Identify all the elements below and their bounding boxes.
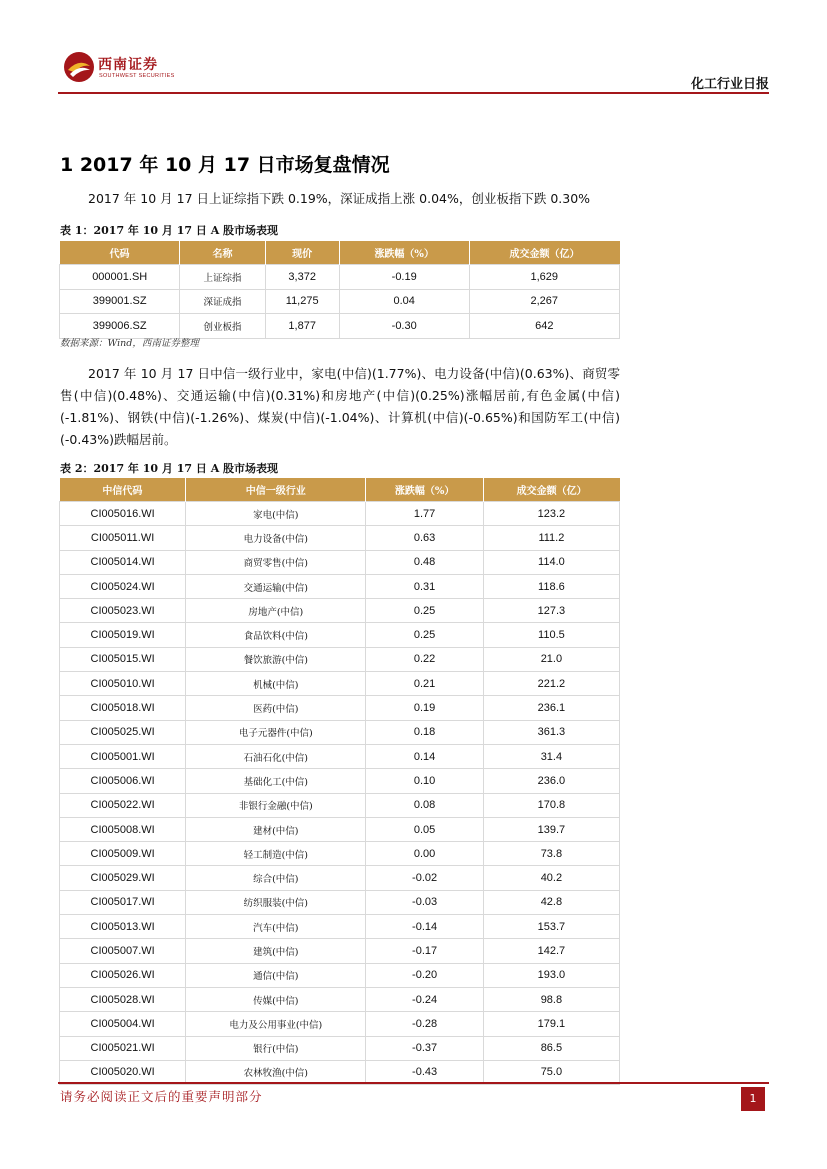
table-cell: -0.37 <box>366 1036 483 1060</box>
table-cell: CI005015.WI <box>60 647 186 671</box>
table-cell: CI005016.WI <box>60 502 186 526</box>
table-cell: 家电(中信) <box>186 502 366 526</box>
table-cell: -0.19 <box>339 265 469 290</box>
col-header-change: 涨跌幅（%） <box>339 241 469 265</box>
col-header-price: 现价 <box>265 241 339 265</box>
table-row <box>60 866 620 890</box>
table-cell: 1.77 <box>366 502 483 526</box>
table-row <box>60 647 620 671</box>
table-row <box>60 915 620 939</box>
table-cell: 193.0 <box>483 963 619 987</box>
table-cell: CI005025.WI <box>60 720 186 744</box>
footer-divider <box>58 1082 769 1084</box>
table-cell: -0.30 <box>339 314 469 339</box>
table-cell: 399006.SZ <box>60 314 180 339</box>
col-header-citic-code: 中信代码 <box>60 478 186 502</box>
logo-emblem-icon <box>62 50 96 84</box>
table-row <box>60 289 620 314</box>
table-cell: 3,372 <box>265 265 339 290</box>
table-cell: 0.31 <box>366 574 483 598</box>
table-cell: CI005021.WI <box>60 1036 186 1060</box>
table-row <box>60 623 620 647</box>
table-cell: 电力及公用事业(中信) <box>186 1012 366 1036</box>
table-cell: 361.3 <box>483 720 619 744</box>
table-cell: -0.20 <box>366 963 483 987</box>
table-cell: 153.7 <box>483 915 619 939</box>
col-header-turnover: 成交金额（亿） <box>483 478 619 502</box>
table-cell: 综合(中信) <box>186 866 366 890</box>
table-cell: 0.19 <box>366 696 483 720</box>
table-cell: 传媒(中信) <box>186 987 366 1011</box>
table-cell: -0.03 <box>366 890 483 914</box>
table-cell: 电力设备(中信) <box>186 526 366 550</box>
table-cell: 642 <box>469 314 619 339</box>
table-cell: 399001.SZ <box>60 289 180 314</box>
table-cell: 基础化工(中信) <box>186 769 366 793</box>
table-cell: CI005009.WI <box>60 842 186 866</box>
table-cell: 0.08 <box>366 793 483 817</box>
table-row <box>60 1060 620 1084</box>
table-row <box>60 817 620 841</box>
table-row <box>60 987 620 1011</box>
industry-summary-paragraph: 2017 年 10 月 17 日中信一级行业中，家电(中信)(1.77%)、电力设备(中信)(0.63%)、商贸零售(中信)(0.48%)、交通运输(中信)(0.31%)和房地产(中信)(0.25%)涨幅居前,有色金属(中信)(-1.81%)、钢铁(中信)(-1.26%)、煤炭(中信)(-1.04%)、计算机(中信)(-0.65%)和国防军工(中信)(-0.43%)跌幅居前。 <box>60 366 620 447</box>
table-cell: CI005022.WI <box>60 793 186 817</box>
table-cell: 0.14 <box>366 744 483 768</box>
table-cell: CI005017.WI <box>60 890 186 914</box>
table-cell: 建筑(中信) <box>186 939 366 963</box>
table-cell: CI005023.WI <box>60 599 186 623</box>
logo-name-cn: 西南证券 <box>98 57 158 73</box>
table-cell: 11,275 <box>265 289 339 314</box>
table-cell: 0.10 <box>366 769 483 793</box>
table-cell: 42.8 <box>483 890 619 914</box>
col-header-turnover: 成交金额（亿） <box>469 241 619 265</box>
table-row <box>60 720 620 744</box>
table-cell: CI005024.WI <box>60 574 186 598</box>
table-cell: 123.2 <box>483 502 619 526</box>
table-cell: CI005020.WI <box>60 1060 186 1084</box>
table-cell: 食品饮料(中信) <box>186 623 366 647</box>
table-cell: -0.24 <box>366 987 483 1011</box>
table-cell: 0.04 <box>339 289 469 314</box>
table-cell: 0.48 <box>366 550 483 574</box>
logo-name-en: SOUTHWEST SECURITIES <box>99 73 175 79</box>
table-cell: 0.00 <box>366 842 483 866</box>
table-cell: 1,629 <box>469 265 619 290</box>
table-cell: 石油石化(中信) <box>186 744 366 768</box>
table-cell: 交通运输(中信) <box>186 574 366 598</box>
table-cell: CI005006.WI <box>60 769 186 793</box>
table-cell: CI005014.WI <box>60 550 186 574</box>
table-cell: 1,877 <box>265 314 339 339</box>
table-row <box>60 793 620 817</box>
table-row <box>60 963 620 987</box>
table-cell: CI005001.WI <box>60 744 186 768</box>
table-header-row <box>60 241 620 265</box>
section-title: 1 2017 年 10 月 17 日市场复盘情况 <box>60 154 390 176</box>
table-cell: 农林牧渔(中信) <box>186 1060 366 1084</box>
table-cell: 房地产(中信) <box>186 599 366 623</box>
col-header-industry: 中信一级行业 <box>186 478 366 502</box>
table-cell: CI005008.WI <box>60 817 186 841</box>
page-number: 1 <box>741 1087 765 1111</box>
table-cell: 75.0 <box>483 1060 619 1084</box>
table-row <box>60 672 620 696</box>
table-cell: -0.14 <box>366 915 483 939</box>
table-cell: 0.21 <box>366 672 483 696</box>
table-cell: CI005019.WI <box>60 623 186 647</box>
table-cell: 纺织服装(中信) <box>186 890 366 914</box>
table-cell: CI005028.WI <box>60 987 186 1011</box>
table-cell: 上证综指 <box>180 265 265 290</box>
table-cell: CI005004.WI <box>60 1012 186 1036</box>
table-row <box>60 265 620 290</box>
table-cell: CI005029.WI <box>60 866 186 890</box>
table1-caption: 表 1：2017 年 10 月 17 日 A 股市场表现 <box>60 224 279 237</box>
col-header-name: 名称 <box>180 241 265 265</box>
footer-disclaimer: 请务必阅读正文后的重要声明部分 <box>60 1089 263 1104</box>
table-cell: -0.28 <box>366 1012 483 1036</box>
table-cell: 商贸零售(中信) <box>186 550 366 574</box>
table-cell: 通信(中信) <box>186 963 366 987</box>
table-row <box>60 526 620 550</box>
table-cell: 2,267 <box>469 289 619 314</box>
table-cell: CI005013.WI <box>60 915 186 939</box>
table-cell: 非银行金融(中信) <box>186 793 366 817</box>
table-cell: CI005018.WI <box>60 696 186 720</box>
table-cell: 118.6 <box>483 574 619 598</box>
index-performance-table <box>59 241 620 339</box>
table-cell: 机械(中信) <box>186 672 366 696</box>
table2-caption: 表 2：2017 年 10 月 17 日 A 股市场表现 <box>60 462 279 475</box>
table-cell: 114.0 <box>483 550 619 574</box>
market-summary-paragraph: 2017 年 10 月 17 日上证综指下跌 0.19%，深证成指上涨 0.04%，创业板指下跌 0.30% <box>88 191 591 206</box>
table-cell: CI005010.WI <box>60 672 186 696</box>
table-cell: 0.63 <box>366 526 483 550</box>
table-cell: 111.2 <box>483 526 619 550</box>
table-cell: -0.43 <box>366 1060 483 1084</box>
table-cell: 31.4 <box>483 744 619 768</box>
table-cell: CI005007.WI <box>60 939 186 963</box>
table-cell: 21.0 <box>483 647 619 671</box>
table-row <box>60 890 620 914</box>
table-cell: -0.17 <box>366 939 483 963</box>
data-source-note: 数据来源：Wind，西南证券整理 <box>60 338 199 349</box>
table-cell: CI005026.WI <box>60 963 186 987</box>
header-divider <box>58 92 769 94</box>
table-cell: 000001.SH <box>60 265 180 290</box>
table-cell: 0.25 <box>366 599 483 623</box>
table-cell: 电子元器件(中信) <box>186 720 366 744</box>
table-cell: 179.1 <box>483 1012 619 1036</box>
table-cell: 0.05 <box>366 817 483 841</box>
table-cell: 创业板指 <box>180 314 265 339</box>
table-cell: 汽车(中信) <box>186 915 366 939</box>
table-row <box>60 744 620 768</box>
table-cell: 98.8 <box>483 987 619 1011</box>
table-row <box>60 939 620 963</box>
table-cell: 139.7 <box>483 817 619 841</box>
table-row <box>60 842 620 866</box>
table-cell: 医药(中信) <box>186 696 366 720</box>
table-cell: 142.7 <box>483 939 619 963</box>
table-cell: 建材(中信) <box>186 817 366 841</box>
table-cell: 40.2 <box>483 866 619 890</box>
table-cell: CI005011.WI <box>60 526 186 550</box>
table-row <box>60 502 620 526</box>
table-cell: 餐饮旅游(中信) <box>186 647 366 671</box>
table-cell: 110.5 <box>483 623 619 647</box>
table-header-row <box>60 478 620 502</box>
table-row <box>60 574 620 598</box>
table-row <box>60 1036 620 1060</box>
col-header-code: 代码 <box>60 241 180 265</box>
table-cell: 0.25 <box>366 623 483 647</box>
table-cell: 236.0 <box>483 769 619 793</box>
table-cell: 轻工制造(中信) <box>186 842 366 866</box>
table-cell: 73.8 <box>483 842 619 866</box>
industry-performance-table <box>59 478 620 1085</box>
table-cell: 86.5 <box>483 1036 619 1060</box>
table-cell: 221.2 <box>483 672 619 696</box>
table-cell: -0.02 <box>366 866 483 890</box>
table-row <box>60 599 620 623</box>
table-cell: 0.18 <box>366 720 483 744</box>
col-header-change: 涨跌幅（%） <box>366 478 483 502</box>
table-cell: 170.8 <box>483 793 619 817</box>
table-cell: 深证成指 <box>180 289 265 314</box>
table-row <box>60 550 620 574</box>
table-row <box>60 696 620 720</box>
table-cell: 236.1 <box>483 696 619 720</box>
table-row <box>60 769 620 793</box>
table-cell: 银行(中信) <box>186 1036 366 1060</box>
table-row <box>60 1012 620 1036</box>
table-cell: 0.22 <box>366 647 483 671</box>
table-cell: 127.3 <box>483 599 619 623</box>
report-type: 化工行业日报 <box>690 77 769 92</box>
